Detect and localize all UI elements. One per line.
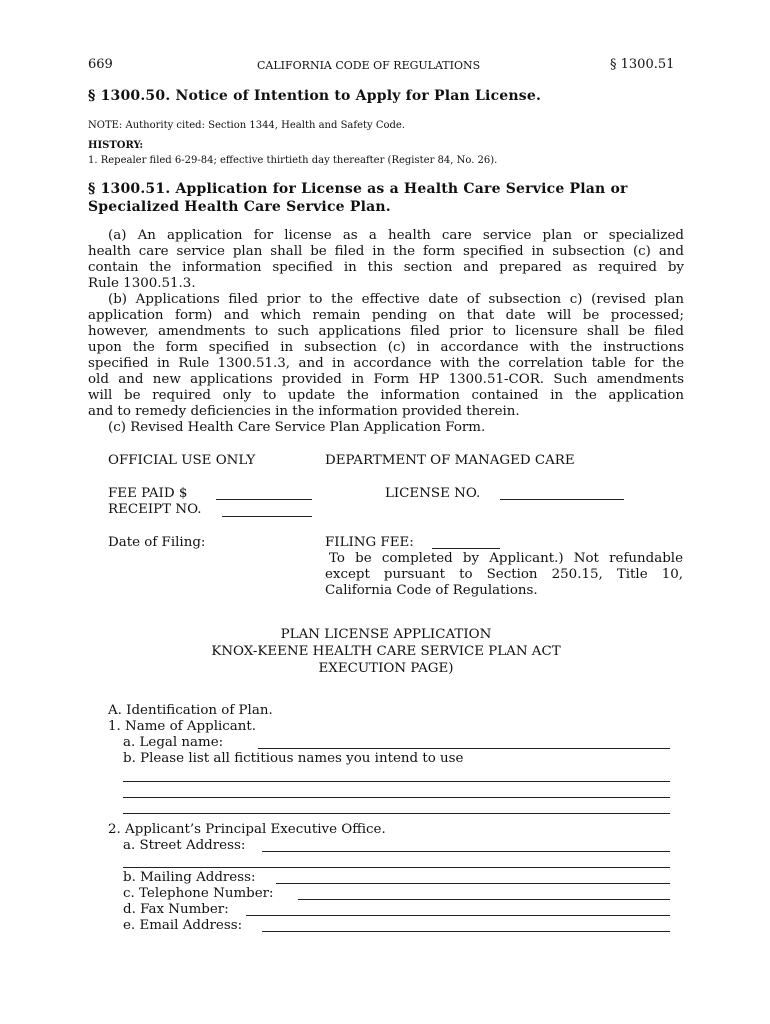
fax-label: d. Fax Number: [123,902,229,917]
history-label: HISTORY: [88,140,144,151]
note-authority: NOTE: Authority cited: Section 1344, Health and Safety Code. [88,120,406,131]
fictitious-names-field[interactable] [123,813,670,814]
section-a-heading: A. Identification of Plan. [108,703,273,718]
section-1300-50-title: § 1300.50. Notice of Intention to Apply for Plan License. [88,88,542,104]
paragraph-b-line: however, amendments to such applications filed prior to licensure shall be filed [88,324,684,339]
running-title: CALIFORNIA CODE OF REGULATIONS [257,59,481,72]
street-address-field-line2[interactable] [123,867,670,868]
filing-fee-note-line: except pursuant to Section 250.15, Title 10, [325,567,683,582]
filing-fee-note [325,551,683,599]
paragraph-b-line: upon the form specified in subsection (c) in accordance with the instructions [88,340,684,355]
date-of-filing-label: Date of Filing: [108,535,206,550]
legal-name-field[interactable] [258,748,670,749]
department-label: DEPARTMENT OF MANAGED CARE [325,453,575,468]
paragraph-b-line: and to remedy deficiencies in the information provided therein. [88,404,520,419]
filing-fee-note-line: California Code of Regulations. [325,583,538,598]
filing-fee-field[interactable] [432,548,500,549]
fictitious-names-field[interactable] [123,797,670,798]
section-1300-51-title-line2: Specialized Health Care Service Plan. [88,199,391,215]
paragraph-c: (c) Revised Health Care Service Plan Application Form. [108,420,486,435]
mailing-address-label: b. Mailing Address: [123,870,256,885]
application-heading-line1: PLAN LICENSE APPLICATION [280,627,492,642]
mailing-address-field[interactable] [276,883,670,884]
item-2-heading: 2. Applicant’s Principal Executive Office. [108,822,386,837]
paragraph-a-line: contain the information specified in this section and prepared as required by [88,260,684,275]
paragraph-a-line: health care service plan shall be filed in the form specified in subsection (c) and [88,244,684,259]
fictitious-names-field[interactable] [123,781,670,782]
license-no-label: LICENSE NO. [385,486,481,501]
filing-fee-label: FILING FEE: [325,535,414,550]
street-address-field[interactable] [262,851,670,852]
legal-name-label: a. Legal name: [123,735,224,750]
license-no-field[interactable] [500,499,624,500]
paragraph-b-line: application form) and which remain pending on that date will be processed; [88,308,684,323]
filing-fee-note-line: To be completed by Applicant.) Not refundable [329,551,683,566]
email-field[interactable] [262,931,670,932]
paragraph-b-line: old and new applications provided in Form HP 1300.51-COR. Such amendments [88,372,684,387]
receipt-no-label: RECEIPT NO. [108,502,202,517]
paragraph-a [88,228,684,292]
telephone-field[interactable] [298,899,670,900]
paragraph-a-line: (a) An application for license as a health care service plan or specialized [108,228,684,243]
fee-paid-label: FEE PAID $ [108,486,188,501]
fax-field[interactable] [246,915,670,916]
item-1-heading: 1. Name of Applicant. [108,719,257,734]
telephone-label: c. Telephone Number: [123,886,274,901]
paragraph-b-line: (b) Applications filed prior to the effective date of subsection c) (revised plan [108,292,684,307]
section-1300-51-title-line1: § 1300.51. Application for License as a Health Care Service Plan or [88,181,628,197]
fee-paid-field[interactable] [216,499,312,500]
receipt-no-field[interactable] [222,516,312,517]
official-use-label: OFFICIAL USE ONLY [108,453,256,468]
paragraph-b-line: will be required only to update the information contained in the application [88,388,684,403]
paragraph-a-line: Rule 1300.51.3. [88,276,196,291]
application-heading-line2: KNOX-KEENE HEALTH CARE SERVICE PLAN ACT [211,644,561,659]
email-label: e. Email Address: [123,918,243,933]
page-number: 669 [88,57,113,72]
street-address-label: a. Street Address: [123,838,246,853]
paragraph-b [88,292,684,420]
section-reference: § 1300.51 [610,57,675,72]
paragraph-b-line: specified in Rule 1300.51.3, and in accordance with the correlation table for the [88,356,684,371]
history-item: 1. Repealer filed 6-29-84; effective thirtieth day thereafter (Register 84, No. 26). [88,155,498,166]
application-heading-line3: EXECUTION PAGE) [318,661,454,676]
fictitious-names-label: b. Please list all fictitious names you intend to use [123,751,464,766]
